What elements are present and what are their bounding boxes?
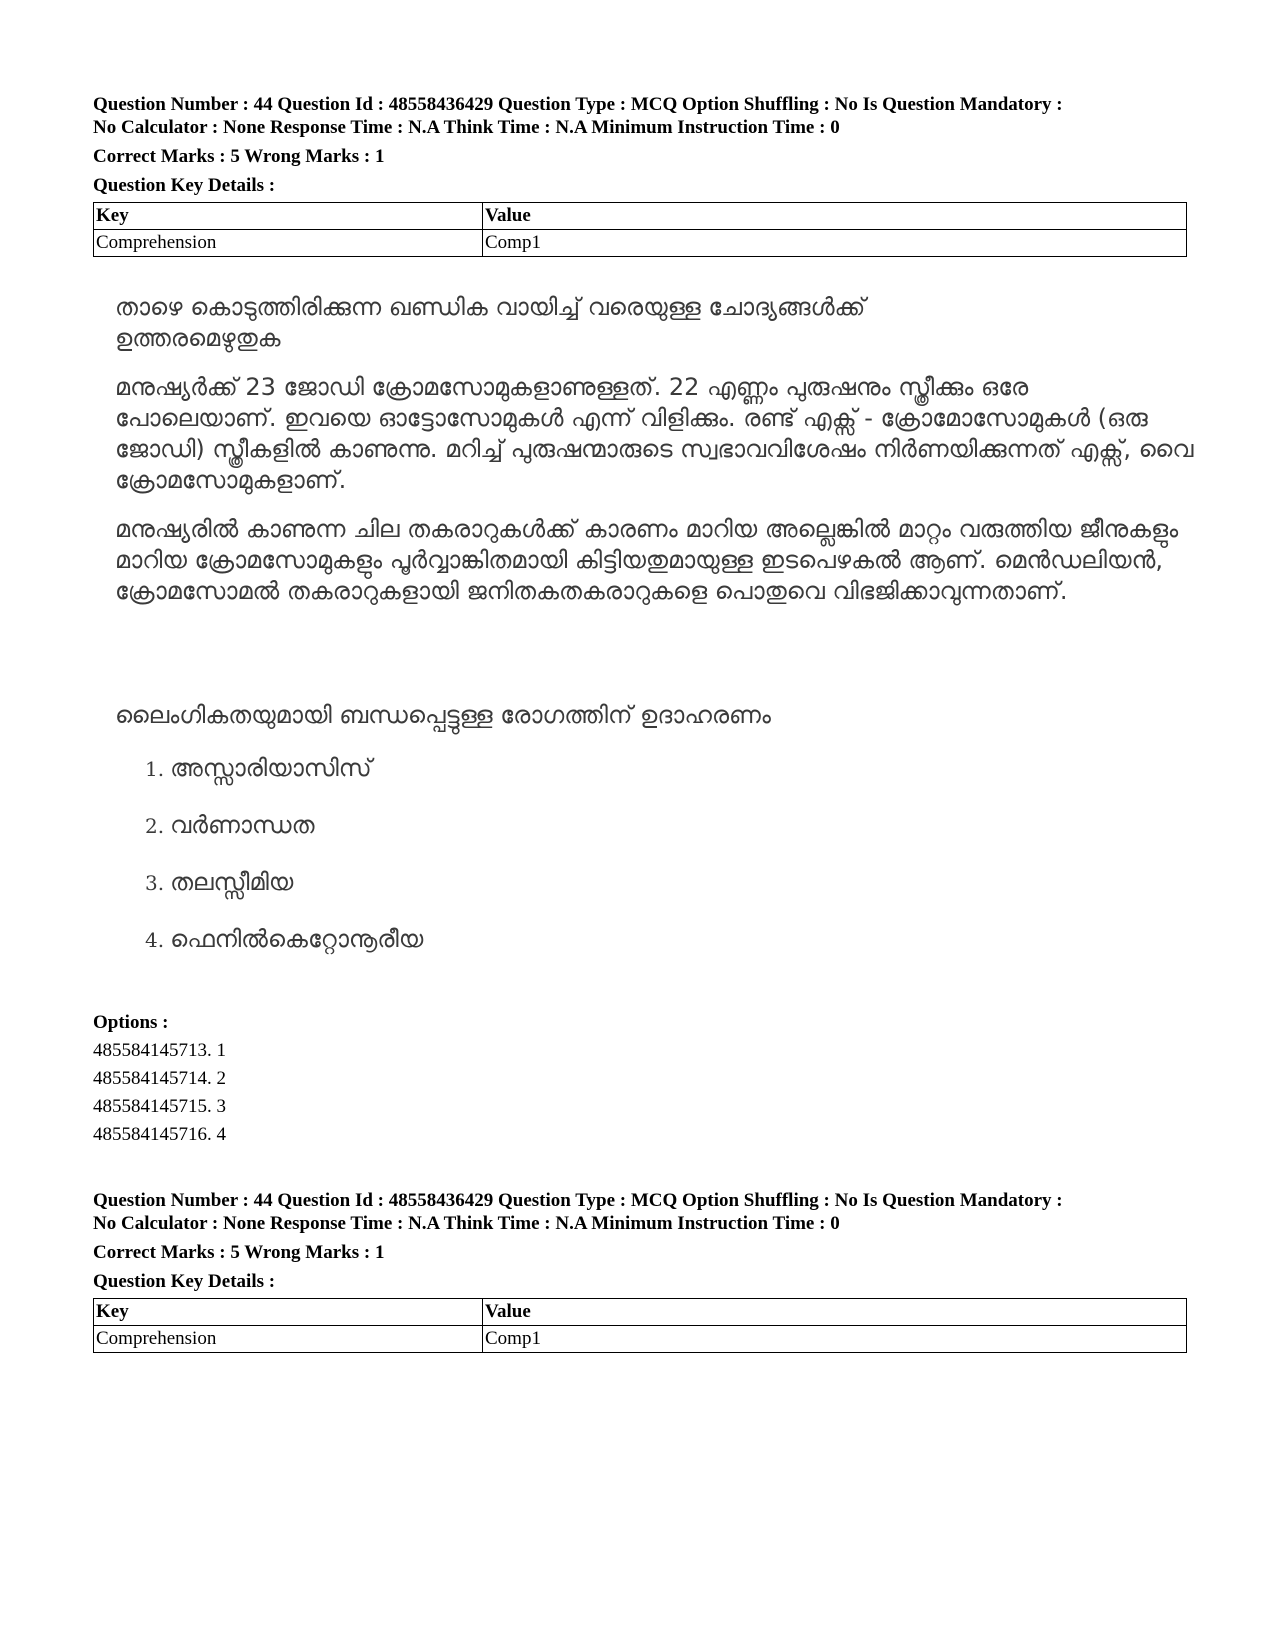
passage-image <box>115 292 1195 607</box>
question-meta-line-2: No Calculator : None Response Time : N.A Think Time : N.A Minimum Instruction Time : 0 <box>93 1213 840 1234</box>
table-cell-key: Comprehension <box>94 1326 483 1353</box>
table-header-row <box>94 1299 1187 1326</box>
passage-instruction: താഴെ കൊടുത്തിരിക്കുന്ന ഖണ്ഡിക വായിച്ച് വരെയുള്ള ചോദ്യങ്ങൾക്ക് ഉത്തരമെഴുതുക <box>115 293 866 352</box>
question-meta-line-1: Question Number : 44 Question Id : 48558436429 Question Type : MCQ Option Shuffling : No Is Question Mandatory : <box>93 94 1063 115</box>
choice-item: 2. വർണാന്ധത <box>145 811 315 839</box>
table-header-value: Value <box>483 1299 1187 1326</box>
key-details-heading: Question Key Details : <box>93 175 276 196</box>
table-row <box>94 1326 1187 1353</box>
table-header-key: Key <box>94 1299 483 1326</box>
table-header-key: Key <box>94 203 483 230</box>
choice-item: 1. അസ്സാരിയാസിസ് <box>145 754 372 782</box>
options-list <box>93 1009 226 1149</box>
passage-paragraph-1: മനുഷ്യർക്ക് 23 ജോഡി ക്രോമസോമുകളാണുള്ളത്. 22 എണ്ണം പുരുഷനും സ്ത്രീക്കും ഒരേ പോലെയാണ്. ഇവയെ ഓട്ടോസോമുകൾ എന്ന് വിളിക്കും. രണ്ട് എക്സ് - ക്രോമോസോമുകൾ (ഒരു ജോഡി) സ്ത്രീകളിൽ കാണുന്നു. മറിച്ച് പുരുഷന്മാരുടെ സ്വഭാവവിശേഷം നിർണയിക്കുന്നത് എക്സ്, വൈ ക്രോമസോമുകളാണ്. <box>115 373 1194 494</box>
table-header-row <box>94 203 1187 230</box>
question-meta-block-2 <box>93 1189 1188 1353</box>
key-details-table <box>93 202 1187 257</box>
key-details-table <box>93 1298 1187 1353</box>
options-heading: Options : <box>93 1012 169 1033</box>
question-meta-line-2: No Calculator : None Response Time : N.A Think Time : N.A Minimum Instruction Time : 0 <box>93 117 840 138</box>
table-cell-key: Comprehension <box>94 230 483 257</box>
question-meta-line-1: Question Number : 44 Question Id : 48558436429 Question Type : MCQ Option Shuffling : No Is Question Mandatory : <box>93 1190 1063 1211</box>
table-cell-value: Comp1 <box>483 1326 1187 1353</box>
table-header-value: Value <box>483 203 1187 230</box>
question-text: ലൈംഗികതയുമായി ബന്ധപ്പെട്ടുള്ള രോഗത്തിന് ഉദാഹരണം <box>115 701 771 729</box>
choice-item: 3. തലസ്സീമിയ <box>145 868 294 896</box>
passage-paragraph-2: മനുഷ്യരിൽ കാണുന്ന ചില തകരാറുകൾക്ക് കാരണം മാറിയ അല്ലെങ്കിൽ മാറ്റം വരുത്തിയ ജീനുകളും മാറിയ ക്രോമസോമുകളും പൂർവ്വാങ്കിതമായി കിട്ടിയതുമായുള്ള ഇടപെഴകൽ ആണ്. മെൻഡലിയൻ, ക്രോമസോമൽ തകരാറുകളായി ജനിതകതകരാറുകളെ പൊതുവെ വിഭജിക്കാവുന്നതാണ്. <box>115 515 1179 605</box>
choice-item: 4. ഫെനിൽകെറ്റോനൂരീയ <box>145 925 424 953</box>
option-item: 485584145714. 2 <box>93 1068 226 1089</box>
marks-line: Correct Marks : 5 Wrong Marks : 1 <box>93 146 385 167</box>
question-choices <box>145 740 423 968</box>
table-row <box>94 230 1187 257</box>
option-item: 485584145713. 1 <box>93 1040 226 1061</box>
key-details-heading: Question Key Details : <box>93 1271 276 1292</box>
marks-line: Correct Marks : 5 Wrong Marks : 1 <box>93 1242 385 1263</box>
option-item: 485584145715. 3 <box>93 1096 226 1117</box>
option-item: 485584145716. 4 <box>93 1124 226 1145</box>
table-cell-value: Comp1 <box>483 230 1187 257</box>
question-meta-block-1 <box>93 93 1188 257</box>
